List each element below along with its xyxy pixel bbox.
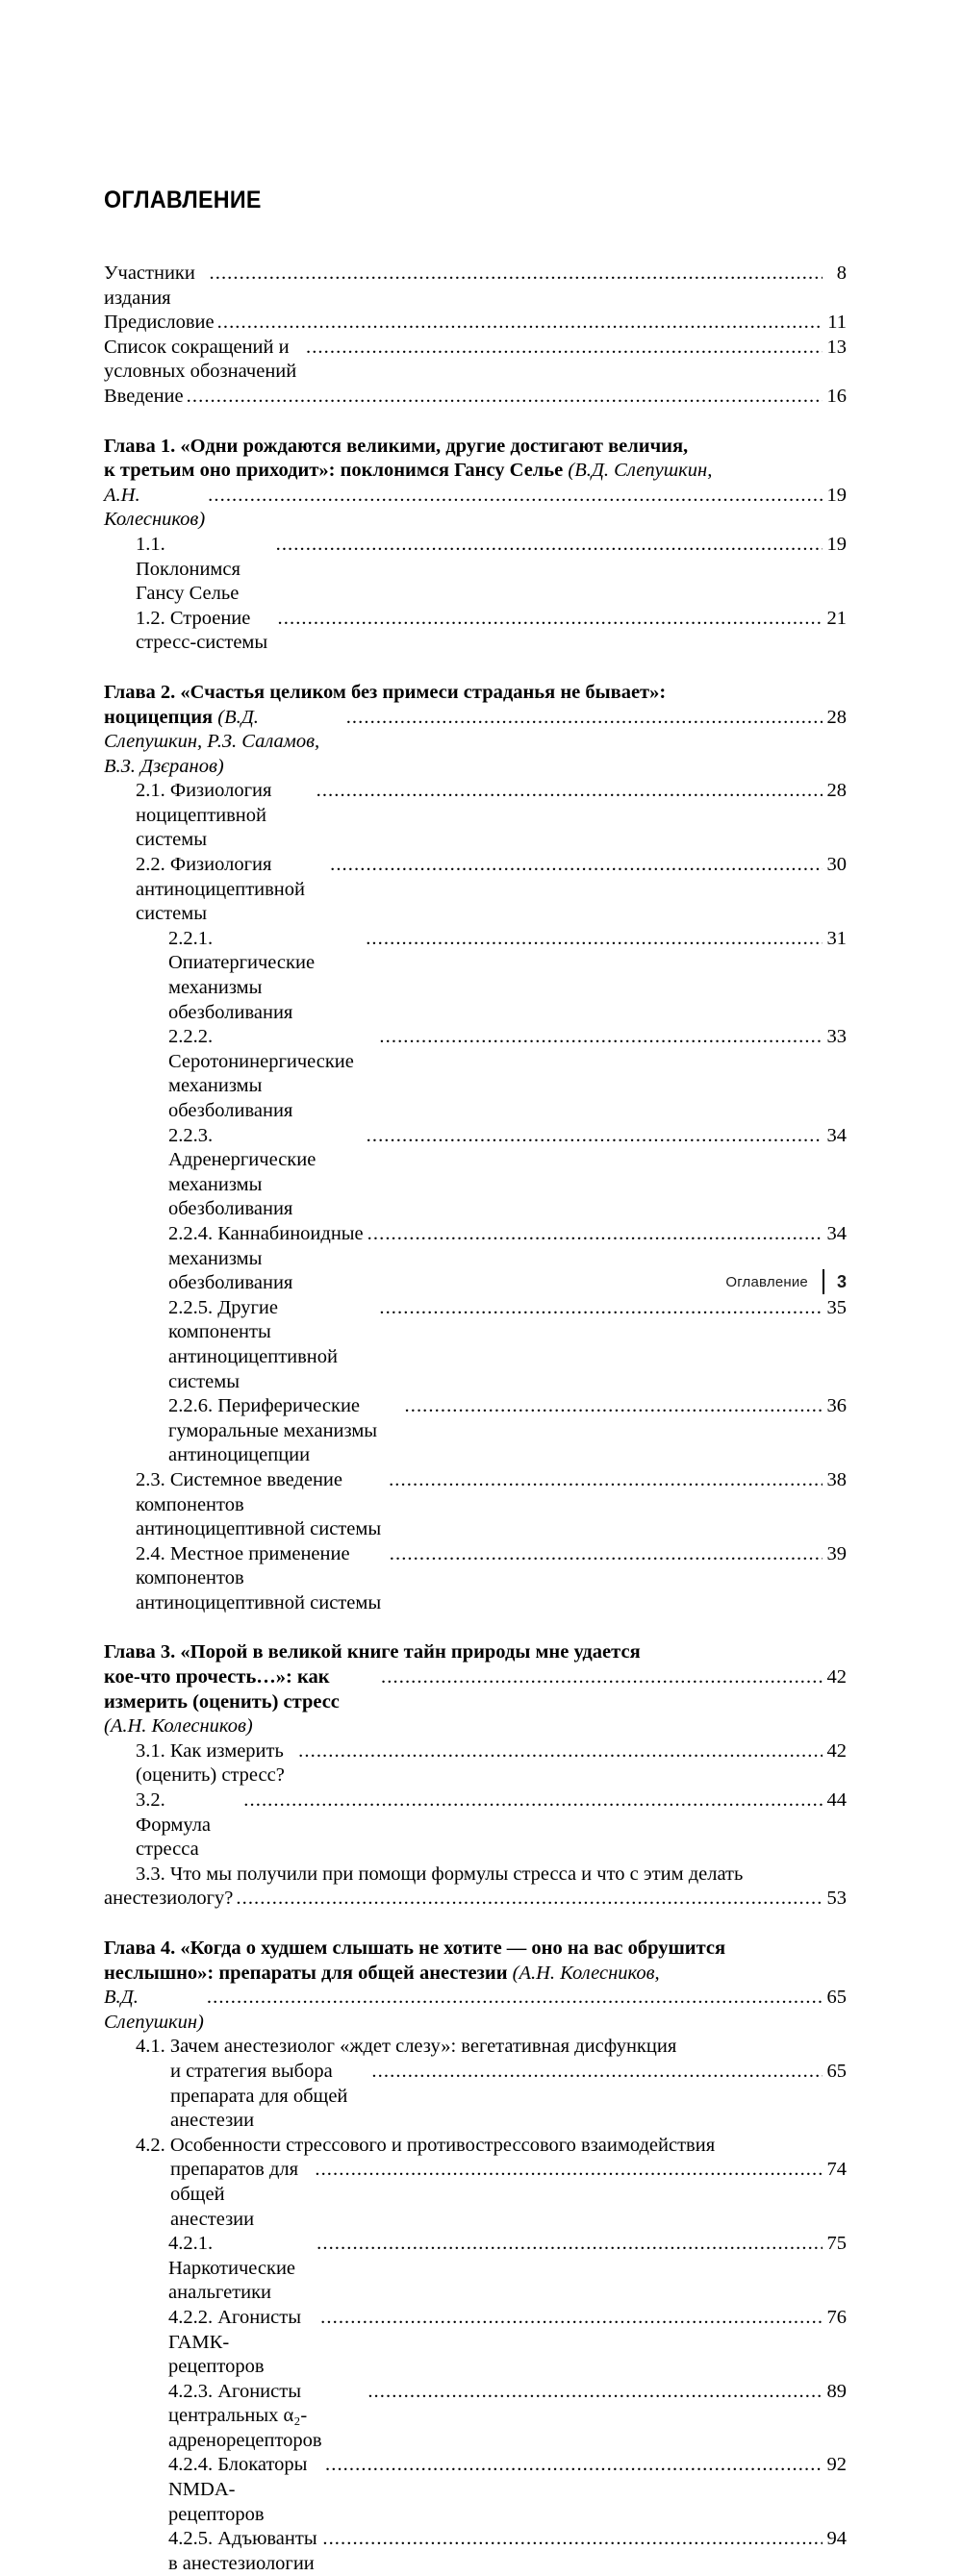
leader-dots	[366, 927, 823, 952]
entry-page: 74	[826, 2159, 847, 2181]
leader-dots	[298, 1739, 823, 1764]
entry-title: 3.1. Как измерить (оценить) стресс?	[136, 1739, 290, 1787]
chapter-page-row[interactable]	[104, 1665, 847, 1739]
entry-title-line: 3.3. Что мы получили при помощи формулы стресса и что с этим делать	[136, 1863, 744, 1885]
toc-entry[interactable]	[168, 2527, 847, 2576]
entry-title-line: 4.2. Особенности стрессового и противострессового взаимодействия	[136, 2134, 716, 2156]
leader-dots	[315, 2158, 823, 2183]
entry-page: 35	[826, 1296, 847, 1318]
leader-dots	[325, 2453, 823, 2478]
entry-wrap	[136, 2060, 847, 2134]
entry-page: 76	[826, 2306, 847, 2328]
entry-title: 2.2.3. Адренергические механизмы обезболивания	[168, 1124, 321, 1220]
author-names: А.Н. Колесников)	[104, 484, 211, 531]
toc-entry-row[interactable]	[168, 2232, 847, 2306]
entry-page: 31	[826, 927, 847, 949]
entry-page: 42	[826, 1739, 847, 1762]
entry-page: 65	[826, 2060, 847, 2082]
chapter-page-row[interactable]	[104, 706, 847, 780]
toc-entry-row[interactable]	[136, 853, 847, 927]
toc-entry[interactable]	[136, 2134, 847, 2232]
toc-entry-row[interactable]	[168, 2380, 847, 2454]
chapter-page-row[interactable]	[104, 484, 847, 533]
entry-title: препаратов для общей анестезии	[170, 2159, 304, 2230]
toc-entry[interactable]	[104, 385, 847, 410]
leader-dots	[217, 311, 823, 336]
leader-dots	[306, 336, 823, 361]
leader-dots	[316, 2232, 823, 2257]
toc-chapter-chapter-3[interactable]	[104, 1640, 847, 1738]
chapter-title-line: неслышно»: препараты для общей анестезии (А.Н. Колесников,	[104, 1962, 660, 1984]
entry-page: 44	[826, 1789, 847, 1812]
toc-entry-row[interactable]	[136, 1788, 847, 1863]
toc-entry-row[interactable]	[136, 1542, 847, 1616]
leader-dots	[187, 385, 823, 410]
toc-entry[interactable]	[104, 336, 847, 385]
leader-dots	[390, 1542, 823, 1567]
entry-title: 4.2.1. Наркотические анальгетики	[168, 2233, 301, 2304]
leader-dots	[367, 2380, 823, 2405]
entry-title: 4.2.2. Агонисты ГАМК-рецепторов	[168, 2306, 307, 2378]
author-names: (В.Д. Слепушкин,	[568, 460, 713, 482]
entry-page: 28	[826, 780, 847, 802]
entry-title: 2.2.2. Серотонинергические механизмы обезболивания	[168, 1026, 360, 1121]
leader-dots	[346, 706, 823, 731]
entry-page: 30	[826, 854, 847, 876]
section-spacer	[104, 656, 847, 681]
toc-entry[interactable]	[136, 853, 847, 927]
entry-page: 21	[826, 607, 847, 629]
entry-page: 89	[826, 2380, 847, 2402]
toc-entry[interactable]	[104, 262, 847, 311]
toc-entry[interactable]	[136, 607, 847, 656]
toc-entry-row[interactable]	[168, 2453, 847, 2527]
leader-dots	[379, 1025, 823, 1050]
entry-title: 2.2.6. Периферические гуморальные механизмы антиноцицепции	[168, 1395, 383, 1466]
entry-page: 42	[826, 1666, 847, 1688]
entry-title: 2.2.1. Опиатергические механизмы обезболивания	[168, 927, 320, 1023]
chapter-page-row[interactable]	[104, 1986, 847, 2035]
toc-entry-row[interactable]	[136, 1739, 847, 1788]
entry-page: 11	[827, 312, 847, 334]
toc-entry[interactable]	[168, 2232, 847, 2306]
entry-page: 16	[826, 385, 847, 407]
leader-dots	[276, 533, 823, 558]
leader-dots	[320, 2306, 823, 2331]
entry-title: 4.2.4. Блокаторы NMDA-рецепторов	[168, 2454, 313, 2525]
leader-dots	[367, 1124, 823, 1149]
toc-chapter-chapter-4[interactable]	[104, 1937, 847, 2035]
toc-entry[interactable]	[168, 927, 847, 1025]
entry-page: 34	[826, 1222, 847, 1244]
entry-title: Участники издания	[104, 263, 200, 309]
toc-entry[interactable]	[168, 2453, 847, 2527]
entry-page: 28	[826, 706, 847, 728]
chapter-title-line: к третьим оно приходит»: поклонимся Гансу Селье (В.Д. Слепушкин,	[104, 460, 713, 482]
toc-entry[interactable]	[136, 1739, 847, 1788]
leader-dots	[381, 1665, 823, 1690]
toc-entry-row[interactable]	[104, 262, 847, 311]
entry-wrap	[104, 1887, 847, 1912]
entry-title: 1.2. Строение стресс-системы	[136, 607, 273, 654]
entry-title: 2.2.4. Каннабиноидные механизмы обезболивания	[168, 1222, 368, 1294]
entry-title-line: 4.1. Зачем анестезиолог «ждет слезу»: вегетативная дисфункция	[136, 2036, 677, 2058]
toc-entry-row[interactable]	[168, 1025, 847, 1123]
toc-entry-row[interactable]	[168, 1124, 847, 1222]
toc-entry[interactable]	[136, 779, 847, 853]
author-names: (А.Н. Колесников,	[512, 1962, 660, 1984]
entry-page: 94	[826, 2528, 847, 2550]
toc-entry[interactable]	[136, 1468, 847, 1542]
leader-dots	[371, 2060, 823, 2085]
entry-title: 2.4. Местное применение компонентов антиноцицептивной системы	[136, 1542, 387, 1613]
toc-entry[interactable]	[104, 311, 847, 336]
leader-dots	[367, 1222, 823, 1247]
toc-entry-row[interactable]	[168, 2306, 847, 2380]
page-footer	[725, 1269, 847, 1294]
entry-title: ноцицепция (В.Д. Слепушкин, Р.З. Саламов, В.З. Дзєранов)	[104, 706, 325, 777]
leader-dots	[207, 1986, 823, 2011]
entry-title: 2.3. Системное введение компонентов антиноцицептивной системы	[136, 1468, 392, 1540]
page-number: 3	[836, 1271, 847, 1291]
leader-dots	[243, 1788, 823, 1813]
toc-entry-row[interactable]	[104, 336, 847, 385]
toc-entry-row[interactable]	[104, 311, 847, 336]
toc-entry[interactable]	[168, 2380, 847, 2454]
section-spacer	[104, 1615, 847, 1640]
section-spacer	[104, 410, 847, 435]
leader-dots	[330, 853, 823, 878]
entry-page: 65	[826, 1987, 847, 2009]
chapter-title-line: Глава 2. «Счастья целиком без примеси страданья не бывает»:	[104, 681, 667, 703]
entry-title	[104, 484, 211, 533]
leader-dots	[316, 779, 823, 804]
entry-title: 2.2. Физиология антиноцицептивной системы	[136, 854, 311, 925]
entry-page: 19	[826, 484, 847, 506]
page-title: ОГЛАВЛЕНИЕ	[104, 187, 262, 213]
toc-list	[104, 262, 847, 2576]
entry-page: 38	[826, 1468, 847, 1490]
toc-entry-row[interactable]	[170, 2158, 847, 2232]
toc-entry-row[interactable]	[136, 533, 847, 607]
toc-entry[interactable]	[168, 1025, 847, 1123]
entry-page: 53	[826, 1888, 847, 1910]
toc-entry-row[interactable]	[136, 607, 847, 656]
entry-title: Предисловие	[104, 312, 219, 334]
entry-page: 34	[826, 1124, 847, 1146]
toc-entry-row[interactable]	[170, 2060, 847, 2134]
toc-entry[interactable]	[104, 1863, 847, 1912]
entry-page: 36	[826, 1395, 847, 1417]
toc-entry-row[interactable]	[168, 1394, 847, 1468]
chapter-title-line: Глава 1. «Одни рождаются великими, другие достигают величия,	[104, 435, 689, 457]
entry-page: 75	[826, 2233, 847, 2255]
entry-title: 2.2.5. Другие компоненты антиноцицептивной системы	[168, 1296, 343, 1392]
author-names: (В.Д. Слепушкин, Р.З. Саламов, В.З. Дзєранов)	[104, 706, 325, 777]
entry-page: 8	[836, 263, 847, 284]
toc-entry-row[interactable]	[168, 2527, 847, 2576]
toc-entry-row[interactable]	[168, 927, 847, 1025]
chapter-title-line: Глава 4. «Когда о худшем слышать не хотите — оно на вас обрушится	[104, 1938, 726, 1959]
leader-dots	[379, 1296, 823, 1321]
toc-entry-row[interactable]	[104, 385, 847, 410]
entry-page: 19	[826, 533, 847, 555]
toc-entry[interactable]	[168, 1124, 847, 1222]
toc-entry[interactable]	[136, 533, 847, 607]
entry-title: кое-что прочесть…»: как измерить (оценить) стресс (А.Н. Колесников)	[104, 1666, 345, 1738]
toc-entry-row[interactable]	[168, 1296, 847, 1394]
toc-entry[interactable]	[136, 1542, 847, 1616]
author-names: В.Д. Слепушкин)	[104, 1987, 210, 2033]
entry-page: 39	[826, 1542, 847, 1564]
entry-title: 3.2. Формула стресса	[136, 1789, 216, 1861]
toc-entry[interactable]	[168, 1394, 847, 1468]
leader-dots	[236, 1887, 823, 1912]
toc-entry[interactable]	[136, 1788, 847, 1863]
leader-dots	[208, 484, 823, 509]
entry-title	[104, 1986, 210, 2035]
section-spacer	[104, 1912, 847, 1937]
toc-entry[interactable]	[136, 2035, 847, 2133]
toc-chapter-chapter-2[interactable]	[104, 681, 847, 779]
toc-entry[interactable]	[168, 1296, 847, 1394]
entry-title: Введение	[104, 385, 189, 407]
toc-entry-row[interactable]	[104, 1887, 847, 1912]
leader-dots	[322, 2527, 823, 2552]
entry-title: 4.2.3. Агонисты центральных α₂-адренорецепторов	[168, 2380, 327, 2451]
toc-entry-row[interactable]	[136, 1468, 847, 1542]
entry-page: 92	[826, 2454, 847, 2476]
toc-chapter-chapter-1[interactable]	[104, 435, 847, 533]
entry-title: Список сокращений и условных обозначений	[104, 336, 302, 383]
entry-title: анестезиологу?	[104, 1888, 239, 1910]
entry-page: 33	[826, 1026, 847, 1048]
leader-dots	[405, 1394, 823, 1419]
chapter-title-line: Глава 3. «Порой в великой книге тайн природы мне удается	[104, 1641, 641, 1663]
entry-title: 1.1. Поклонимся Гансу Селье	[136, 533, 246, 605]
toc-entry[interactable]	[168, 2306, 847, 2380]
footer-divider	[823, 1269, 824, 1294]
footer-label: Оглавление	[725, 1273, 808, 1290]
leader-dots	[278, 607, 823, 632]
entry-title: 2.1. Физиология ноцицептивной системы	[136, 780, 277, 851]
toc-entry-row[interactable]	[136, 779, 847, 853]
leader-dots	[389, 1468, 823, 1493]
entry-wrap	[136, 2158, 847, 2232]
entry-title: и стратегия выбора препарата для общей анестезии	[170, 2060, 353, 2132]
leader-dots	[210, 262, 823, 287]
entry-title: 4.2.5. Адъюванты в анестезиологии	[168, 2528, 322, 2574]
entry-page: 13	[826, 336, 847, 358]
author-names: (А.Н. Колесников)	[104, 1715, 253, 1738]
